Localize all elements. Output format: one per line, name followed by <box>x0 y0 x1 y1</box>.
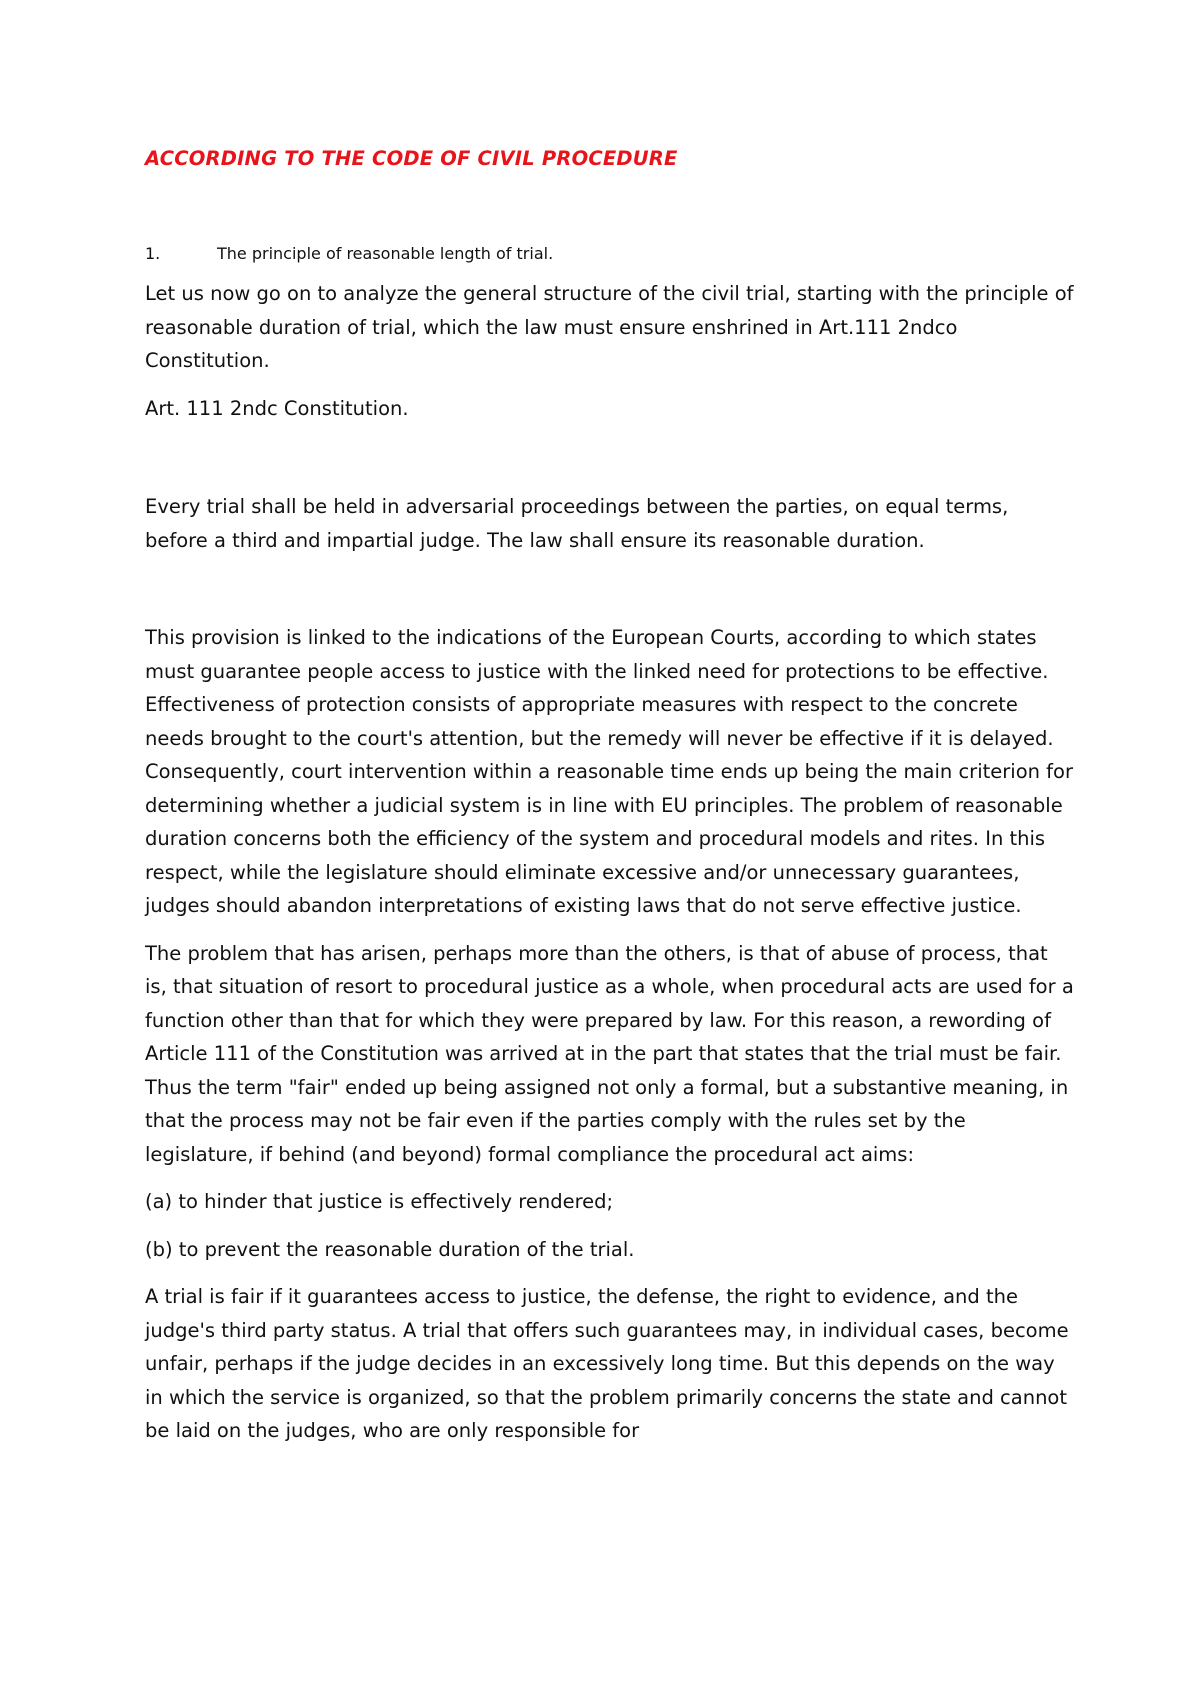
section-title: The principle of reasonable length of trial. <box>217 244 554 263</box>
paragraph-article-ref: Art. 111 2ndc Constitution. <box>145 396 409 420</box>
paragraph-european-courts: This provision is linked to the indications of the European Courts, according to which states must guarantee people access to justice with the linked need for protections to be effective. Effectiveness of protection consists of appropriate measures with respect to the concrete needs brought to the court's attention, but the remedy will never be effective if it is delayed. Consequently, court intervention within a reasonable time ends up being the main criterion for determining whether a judicial system is in line with EU principles. The problem of reasonable duration concerns both the efficiency of the system and procedural models and rites. In this respect, while the legislature should eliminate excessive and/or unnecessary guarantees, judges should abandon interpretations of existing laws that do not serve effective justice. <box>145 626 1073 917</box>
document-body <box>145 146 1075 1448</box>
paragraph-abuse-of-process: The problem that has arisen, perhaps more than the others, is that of abuse of process, that is, that situation of resort to procedural justice as a whole, when procedural acts are used for a function other than that for which they were prepared by law. For this reason, a rewording of Article 111 of the Constitution was arrived at in the part that states that the trial must be fair. Thus the term "fair" ended up being assigned not only a formal, but a substantive meaning, in that the process may not be fair even if the parties comply with the rules set by the legislature, if behind (and beyond) formal compliance the procedural act aims: <box>145 941 1074 1166</box>
section-heading <box>145 244 1075 263</box>
paragraph-intro: Let us now go on to analyze the general structure of the civil trial, starting with the principle of reasonable duration of trial, which the law must ensure enshrined in Art.111 2ndco Constitution. <box>145 282 1074 372</box>
document-heading: ACCORDING TO THE CODE OF CIVIL PROCEDURE <box>145 147 678 170</box>
section-number: 1. <box>145 244 161 263</box>
paragraph-fair-trial: A trial is fair if it guarantees access to justice, the defense, the right to evidence, and the judge's third party status. A trial that offers such guarantees may, in individual cases, become unfair, perhaps if the judge decides in an excessively long time. But this depends on the way in which the service is organized, so that the problem primarily concerns the state and cannot be laid on the judges, who are only responsible for <box>145 1285 1069 1442</box>
list-item-a: (a) to hinder that justice is effectively rendered; <box>145 1190 614 1213</box>
list-item-b: (b) to prevent the reasonable duration of the trial. <box>145 1237 635 1261</box>
paragraph-article-text: Every trial shall be held in adversarial proceedings between the parties, on equal terms, before a third and impartial judge. The law shall ensure its reasonable duration. <box>145 495 1009 552</box>
